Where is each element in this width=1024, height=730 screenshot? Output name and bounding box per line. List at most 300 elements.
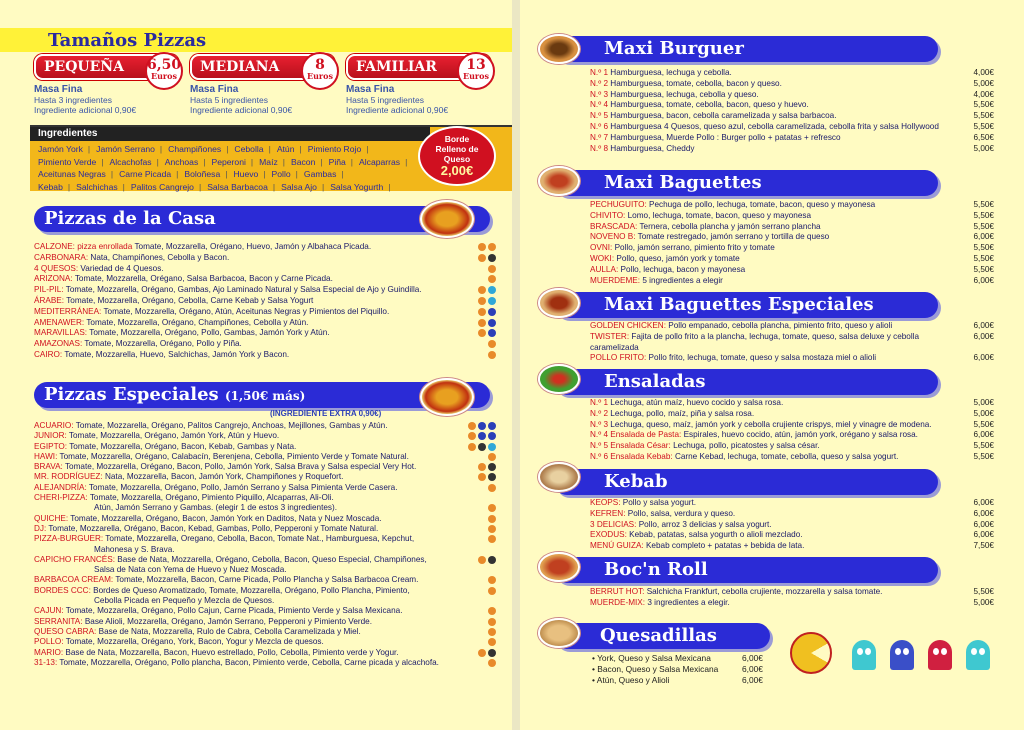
pizza-text: [34, 253, 462, 264]
menu-item: [590, 509, 994, 520]
borde-line1: Borde: [444, 134, 470, 144]
menu-item-desc: Pollo y salsa yogurt.: [622, 498, 697, 507]
menu-text: [590, 276, 960, 287]
menu-item-price: 5,50€: [973, 200, 994, 209]
pizza-item: [34, 285, 496, 296]
menu-item-name: N.º 7: [590, 132, 609, 142]
kebab-header: [554, 469, 938, 495]
pizza-badge-icon: [488, 607, 496, 615]
quesadilla-price: 6,00€: [742, 653, 763, 663]
ingredient: Carne Picada |: [119, 169, 178, 179]
pizza-badges: [462, 575, 496, 584]
pizza-desc: Tomate, Mozzarella, Orégano, Salsa Barbacoa, Bacon y Carne Picada.: [74, 274, 333, 284]
pizza-item: [34, 606, 496, 616]
ingredient: Salsa Ajo |: [281, 182, 324, 192]
ingredient: Huevo |: [233, 169, 265, 179]
menu-item-price: 5,00€: [973, 398, 994, 407]
burguer-title: Maxi Burguer: [604, 38, 744, 59]
menu-item-desc: Hamburguesa, Cheddy: [610, 143, 695, 153]
menu-item-name: NOVENO B:: [590, 232, 636, 242]
pizza-badges: [462, 483, 496, 492]
pizza-badge-icon: [488, 297, 496, 305]
pizza-badge-icon: [488, 329, 496, 337]
menu-text: [590, 200, 960, 211]
pizza-badges: [462, 586, 496, 595]
menu-item: [590, 587, 994, 598]
menu-item-desc: Espirales, huevo cocido, atún, jamón york, orégano y salsa rosa.: [683, 430, 918, 440]
pizza-text: [34, 442, 462, 452]
pizza-text: [34, 637, 462, 647]
size-masa: Masa Fina: [190, 84, 239, 95]
menu-item-desc: Pollo, queso, jamón york y tomate: [616, 253, 740, 263]
pizza-desc: Tomate, Mozzarella, Orégano, Huevo, Jamón y Albahaca Picada.: [134, 242, 372, 251]
salad-icon: [538, 364, 580, 394]
menu-item-price: 5,00€: [973, 408, 994, 418]
right-panel: [520, 0, 1024, 730]
pizza-item: [34, 421, 496, 431]
pizza-name: MEDITERRÁNEA:: [34, 306, 102, 316]
borde-price: 2,00€: [440, 163, 474, 178]
menu-item-desc: Ternera, cebolla plancha y jamón serrano plancha: [639, 221, 821, 231]
menu-item: [590, 276, 994, 287]
menu-item-desc: Hamburguesa, lechuga y cebolla.: [610, 68, 732, 77]
menu-item: [590, 133, 994, 144]
especiales-list: [34, 421, 496, 668]
size-extra: Ingrediente adicional 0,90€: [34, 105, 137, 115]
pizza-desc: Cebolla Picada en Pequeño y Mezcla de Quesos.: [94, 596, 275, 606]
menu-text: [590, 441, 960, 452]
menu-item-desc: Lomo, lechuga, tomate, bacon, queso y mayonesa: [627, 210, 812, 220]
menu-text: [590, 100, 960, 111]
pizza-desc: Tomate, Mozzarella, Orégano, Pimiento Piquillo, Alcaparras, Ali-Oli.: [89, 493, 334, 503]
pizza-text: [34, 514, 462, 524]
ghost-icon: [966, 640, 990, 670]
menu-item: [590, 111, 994, 122]
menu-item: [590, 409, 994, 420]
burguer-list: [590, 68, 994, 154]
menu-item: [590, 90, 994, 101]
menu-item: [590, 420, 994, 431]
menu-item-price: 6,00€: [973, 232, 994, 242]
size-name-pill: [346, 54, 491, 80]
menu-item: [590, 530, 994, 541]
pizza-text: [34, 575, 462, 585]
size-price-unit: Euros: [307, 71, 333, 81]
menu-item-desc: Hamburguesa 4 Quesos, queso azul, cebolla caramelizada, cebolla frita y salsa Hollywood: [610, 121, 939, 131]
menu-item-price: 6,00€: [973, 275, 994, 285]
menu-text: [590, 243, 960, 254]
size-extra: Ingrediente adicional 0,90€: [346, 105, 449, 115]
menu-item-name: N.º 3: [590, 419, 609, 429]
pizza-desc: Nata, Champiñones, Cebolla y Bacon.: [90, 252, 230, 262]
quesadilla-desc: • Bacon, Queso y Salsa Mexicana: [592, 664, 719, 674]
menu-item-name: MUERDEME:: [590, 275, 641, 285]
baguettes-header: [554, 170, 938, 196]
pizza-badge-icon: [488, 659, 496, 667]
pizza-text: [34, 534, 462, 544]
pizza-item: [34, 452, 496, 462]
pizza-desc: Tomate, Mozzarella, Orégano, Jamón York, Atún y Huevo.: [68, 431, 280, 441]
menu-text: [590, 79, 960, 90]
pizza-badge-icon: [478, 297, 486, 305]
pizza-badge-icon: [478, 243, 486, 251]
size-extra: Ingrediente adicional 0,90€: [190, 105, 293, 115]
menu-item-desc: Fajita de pollo frito a la plancha, lechuga, tomate, queso, salsa deluxe y cebolla caramelizada: [590, 331, 920, 352]
pizza-badge-icon: [478, 556, 486, 564]
pizza-badges: [462, 648, 496, 657]
menu-item-price: 5,00€: [973, 597, 994, 607]
especiales-title: Pizzas Especiales: [44, 384, 219, 405]
pizza-desc: Variedad de 4 Quesos.: [80, 263, 164, 273]
ingredient: Pollo |: [272, 169, 298, 179]
pizza-desc: Tomate, Mozzarella, Orégano, Pollo y Piña.: [84, 339, 242, 349]
borde-line3: Queso: [443, 154, 471, 164]
ingredient: Alcachofas |: [110, 157, 159, 167]
ingredients-title: Ingredientes: [30, 127, 430, 141]
pizza-item: [34, 472, 496, 482]
pizza-desc: Tomate, Mozzarella, Orégano, Bacon, Kebab, Gambas y Nata.: [69, 441, 297, 451]
pizza-name: ARIZONA:: [34, 274, 73, 284]
menu-text: [590, 409, 960, 420]
menu-item-desc: Hamburguesa, bacon, cebolla caramelizada y salsa barbacoa.: [610, 111, 837, 121]
pizza-text: [34, 318, 462, 329]
pizza-name: DJ:: [34, 523, 47, 533]
pizza-name: MARIO:: [34, 647, 64, 657]
menu-item-name: MENÚ GUIZA:: [590, 541, 644, 551]
size-price-unit: Euros: [463, 71, 489, 81]
size-desc: Hasta 5 ingredientes: [346, 95, 424, 105]
pizza-name: 31-13:: [34, 657, 58, 667]
pizza-name: MARAVILLAS:: [34, 328, 88, 338]
pizza-name: BRAVA:: [34, 462, 63, 472]
menu-item: [590, 441, 994, 452]
menu-item: [590, 232, 994, 243]
pizza-name: CAJUN:: [34, 606, 64, 616]
menu-item-price: 6,00€: [973, 430, 994, 440]
pizza-badge-icon: [488, 576, 496, 584]
pizza-desc: Tomate, Mozzarella, Orégano, Pollo, Jamón Serrano y Salsa Pimienta Verde Casera.: [88, 482, 398, 492]
ingredient: Alcaparras |: [359, 157, 407, 167]
pizza-name: SERRANITA:: [34, 616, 83, 626]
pizza-badge-icon: [468, 422, 476, 430]
size-price-value: 6,50: [147, 57, 182, 73]
pizza-badges: [462, 264, 496, 273]
ingredient: Peperoni |: [211, 157, 253, 167]
menu-text: [590, 265, 960, 276]
menu-item-name: EXODUS:: [590, 530, 627, 540]
pizza-badge-icon: [488, 432, 496, 440]
menu-text: [590, 232, 960, 243]
pizza-desc: Tomate, Mozzarella, Orégano, Pollo plancha, Bacon, Pimiento verde, Cebolla, Carne picada y alcachofa.: [59, 657, 439, 667]
pizza-desc: Tomate, Mozzarella, Orégano, Pollo Cajun, Carne Picada, Pimiento Verde y Salsa Mexicana.: [65, 606, 403, 616]
pizza-text: [34, 296, 462, 307]
pizza-badges: [462, 472, 496, 481]
pizza-text: [34, 565, 462, 575]
menu-item-name: N.º 2: [590, 408, 609, 418]
pizza-badge-icon: [488, 473, 496, 481]
menu-item-desc: Pollo, lechuga, bacon y mayonesa: [620, 264, 746, 274]
ingredient: Piña |: [329, 157, 353, 167]
pizza-text: [34, 472, 462, 482]
menu-item: [590, 200, 994, 211]
ingredient: Jamón York |: [38, 144, 90, 154]
menu-item: [590, 144, 994, 155]
quesadilla-price: 6,00€: [742, 664, 763, 674]
pizza-item: [34, 586, 496, 596]
quesadilla-desc: • York, Queso y Salsa Mexicana: [592, 653, 711, 663]
menu-text: [590, 430, 960, 441]
pizza-item: [34, 483, 496, 493]
menu-text: [590, 211, 960, 222]
page-fold: [512, 0, 520, 730]
pizza-desc: Tomate, Mozzarella, Huevo, Salchichas, Jamón York y Bacon.: [64, 349, 290, 359]
pizza-item: [34, 514, 496, 524]
pizza-badge-icon: [488, 243, 496, 251]
menu-item-name: POLLO FRITO:: [590, 353, 647, 363]
pizza-name: ACUARIO:: [34, 421, 74, 430]
pizza-badge-icon: [488, 515, 496, 523]
pizza-desc: Tomate, Mozzarella, Orégano, Bacon, Jamón York en Daditos, Nata y Nuez Moscada.: [70, 513, 382, 523]
menu-item: [590, 211, 994, 222]
size-option: [34, 54, 182, 115]
menu-item-name: N.º 5 Ensalada César:: [590, 441, 671, 451]
menu-item-price: 5,50€: [973, 121, 994, 131]
menu-item-desc: Hamburguesa, Muerde Pollo : Burger pollo + patatas + refresco: [610, 132, 841, 142]
menu-item: [590, 243, 994, 254]
pizza-badges: [462, 555, 496, 564]
pizza-text: [34, 545, 462, 555]
pizza-desc: Tomate, Mozzarella, Orégano, Calabacín, Berenjena, Cebolla, Pimiento Verde y Tomate Natural.: [59, 451, 409, 461]
menu-text: [590, 254, 960, 265]
quesadilla-item: [592, 664, 763, 675]
kebab-title: Kebab: [604, 471, 668, 492]
menu-item-name: BERRUT HOT:: [590, 587, 645, 596]
pizza-desc: Atún, Jamón Serrano y Gambas. (elegir 1 de estos 3 ingredientes).: [94, 503, 338, 513]
menu-text: [590, 133, 960, 144]
pizza-badges: [462, 545, 496, 546]
menu-item-price: 4,00€: [973, 68, 994, 77]
menu-item-name: N.º 3: [590, 89, 609, 99]
menu-text: [590, 509, 960, 520]
menu-item-price: 6,00€: [973, 353, 994, 363]
pizza-item: [34, 339, 496, 350]
menu-text: [590, 598, 960, 609]
pizza-text: [34, 627, 462, 637]
baguettes-list: [590, 200, 994, 286]
pizza-item: [34, 493, 496, 503]
menu-item-price: 5,50€: [973, 100, 994, 110]
pizza-badges: [462, 503, 496, 512]
menu-text: [590, 452, 960, 463]
pizza-badge-icon: [488, 556, 496, 564]
menu-item-desc: Lechuga, queso, maíz, jamón york y cebolla crujiente crispys, miel y vinagre de modena.: [610, 419, 932, 429]
pizza-name: BORDES CCC:: [34, 585, 91, 595]
pizza-desc: Tomate, Mozzarella, Orégano, Atún, Aceitunas Negras y Pimientos del Piquillo.: [103, 306, 390, 316]
pizza-badge-icon: [488, 286, 496, 294]
pizza-icon: [420, 378, 474, 416]
pizza-desc: Tomate, Mozzarella, Orégano, Cebolla, Carne Kebab y Salsa Yogurt: [66, 295, 314, 305]
ingredient: Pimiento Verde |: [38, 157, 104, 167]
borde-line2: Relleno de: [435, 144, 479, 154]
ingredient: Maíz |: [259, 157, 285, 167]
bocnroll-list: [590, 587, 994, 609]
menu-item-name: N.º 6 Ensalada Kebab:: [590, 451, 673, 461]
pizza-desc: Tomate, Mozzarella, Orégano, Bacon, Pollo, Jamón York, Salsa Brava y Salsa especial Very Hot.: [64, 462, 417, 472]
quesadillas-title: Quesadillas: [600, 625, 717, 646]
pizza-name: AMENAWER:: [34, 317, 85, 327]
ghost-icon: [852, 640, 876, 670]
quesadilla-item: [592, 675, 763, 686]
ingredient: Anchoas |: [165, 157, 206, 167]
menu-item-name: N.º 4 Ensalada de Pasta:: [590, 430, 682, 440]
pizza-text: [34, 606, 462, 616]
pizza-badges: [462, 339, 496, 348]
ingredient: Boloñesa |: [184, 169, 227, 179]
size-desc: Hasta 5 ingredientes: [190, 95, 268, 105]
pizza-desc: Tomate, Mozzarella, Bacon, Carne Picada, Pollo Plancha y Salsa Barbacoa Cream.: [115, 575, 419, 585]
pizza-text: [34, 274, 462, 285]
pizza-badges: [462, 307, 496, 316]
menu-item-desc: Pollo, jamón serrano, pimiento frito y tomate: [614, 243, 775, 253]
menu-item-desc: Kebab completo + patatas + bebida de lata.: [645, 541, 805, 551]
pizza-badge-icon: [488, 351, 496, 359]
quesadilla-desc: • Atún, Queso y Alioli: [592, 675, 670, 685]
menu-item-name: BRASCADA:: [590, 221, 638, 231]
pizza-desc: Tomate, Mozzarella, Orégano, York, Bacon, Yogur y Mezcla de quesos.: [65, 637, 324, 647]
menu-item-price: 6,00€: [973, 519, 994, 529]
menu-item-name: KEFREN:: [590, 508, 626, 518]
ingredient: Palitos Cangrejo |: [131, 182, 201, 192]
menu-text: [590, 111, 960, 122]
pizza-badges: [462, 274, 496, 283]
menu-item-price: 5,50€: [973, 451, 994, 461]
pizza-item: [34, 328, 496, 339]
baguettes-title: Maxi Baguettes: [604, 172, 762, 193]
menu-item-name: MUERDE-MIX:: [590, 597, 646, 607]
pizza-name: POLLO:: [34, 637, 64, 647]
pizza-text: [34, 503, 462, 513]
pizza-name: QUICHE:: [34, 513, 69, 523]
pizza-desc: Salsa de Nata con Yema de Huevo y Nuez Moscada.: [94, 565, 287, 575]
menu-text: [590, 353, 960, 364]
pizza-item: [34, 242, 496, 253]
quesadillas-header: [554, 623, 770, 649]
ingredient: Salsa Yogurth |: [330, 182, 390, 192]
menu-item: [590, 321, 994, 332]
pizza-name: JUNIOR:: [34, 431, 67, 441]
pizza-name: EGIPTO:: [34, 441, 68, 451]
menu-item-name: KEOPS:: [590, 498, 621, 507]
pizza-badge-icon: [488, 265, 496, 273]
ingredient: Pimiento Rojo |: [308, 144, 369, 154]
size-option: [346, 54, 491, 115]
menu-item-price: 5,50€: [973, 419, 994, 429]
pizza-name: ÁRABE:: [34, 295, 65, 305]
pizza-text: [34, 596, 462, 606]
menu-item-name: TWISTER:: [590, 331, 630, 341]
menu-item-price: 5,50€: [973, 221, 994, 231]
pizza-text: [34, 524, 462, 534]
menu-text: [590, 321, 960, 332]
pizza-name: PIL-PIL:: [34, 285, 64, 295]
menu-item-price: 7,50€: [973, 541, 994, 551]
pizza-name: CAIRO:: [34, 349, 63, 359]
menu-item: [590, 332, 994, 354]
menu-text: [590, 541, 960, 552]
pizza-badge-icon: [488, 422, 496, 430]
size-price: [457, 52, 495, 90]
pizza-text: [34, 431, 462, 441]
pizza-badges: [462, 534, 496, 543]
pizza-badge-icon: [488, 618, 496, 626]
pizza-badge-icon: [478, 308, 486, 316]
menu-item-name: PECHUGUITO:: [590, 200, 647, 209]
menu-item-name: N.º 5: [590, 111, 609, 121]
burguer-header: [554, 36, 938, 62]
menu-item-desc: Lechuga, pollo, maíz, piña y salsa rosa.: [610, 408, 755, 418]
menu-item-name: GOLDEN CHICKEN:: [590, 321, 666, 330]
menu-item-price: 5,50€: [973, 210, 994, 220]
menu-text: [590, 90, 960, 101]
ghost-icon: [928, 640, 952, 670]
pizza-text: [34, 307, 462, 318]
pizza-item: [34, 318, 496, 329]
size-name: PEQUEÑA: [44, 59, 124, 75]
pizza-item: [34, 431, 496, 441]
menu-item-name: CHIVITO:: [590, 210, 626, 220]
menu-text: [590, 144, 960, 155]
pizza-badges: [462, 318, 496, 327]
pizza-desc: Base Alioli, Mozzarella, Orégano, Jamón Serrano, Pepperoni y Pimiento Verde.: [84, 616, 372, 626]
pizza-badge-icon: [488, 443, 496, 451]
ghost-icon: [890, 640, 914, 670]
menu-item-desc: Hamburguesa, tomate, cebolla, bacon y queso.: [610, 78, 782, 88]
pizza-badge-icon: [478, 473, 486, 481]
pizza-badge-icon: [488, 308, 496, 316]
pizza-item: [34, 596, 496, 606]
menu-text: [590, 498, 960, 509]
pizza-text: [34, 339, 462, 350]
pizza-badge-icon: [468, 443, 476, 451]
pizza-name: CALZONE: pizza enrollada: [34, 242, 133, 251]
pizza-badge-icon: [478, 432, 486, 440]
ingredient: Champiñones |: [168, 144, 228, 154]
menu-item-desc: 5 ingredientes a elegir: [642, 275, 723, 285]
quesadilla-price: 6,00€: [742, 675, 763, 685]
especiales-b-title: Maxi Baguettes Especiales: [604, 294, 874, 315]
pizza-badges: [462, 493, 496, 494]
menu-item: [590, 265, 994, 276]
menu-item-price: 6,00€: [973, 508, 994, 518]
size-price-value: 13: [466, 57, 486, 73]
pizza-name: BARBACOA CREAM:: [34, 575, 114, 585]
pizza-badges: [462, 253, 496, 262]
pizza-badges: [462, 350, 496, 359]
pizza-item: [34, 545, 496, 555]
size-price-unit: Euros: [151, 71, 177, 81]
pizza-badge-icon: [488, 535, 496, 543]
menu-text: [590, 68, 960, 79]
pizza-name: ALEJANDRÍA:: [34, 482, 87, 492]
pizza-item: [34, 627, 496, 637]
menu-item-name: N.º 4: [590, 100, 609, 110]
size-price: [301, 52, 339, 90]
pizza-badge-icon: [478, 319, 486, 327]
pizza-text: [34, 586, 462, 596]
pizza-item: [34, 565, 496, 575]
ensaladas-header: [554, 369, 938, 395]
pizza-badge-icon: [488, 340, 496, 348]
